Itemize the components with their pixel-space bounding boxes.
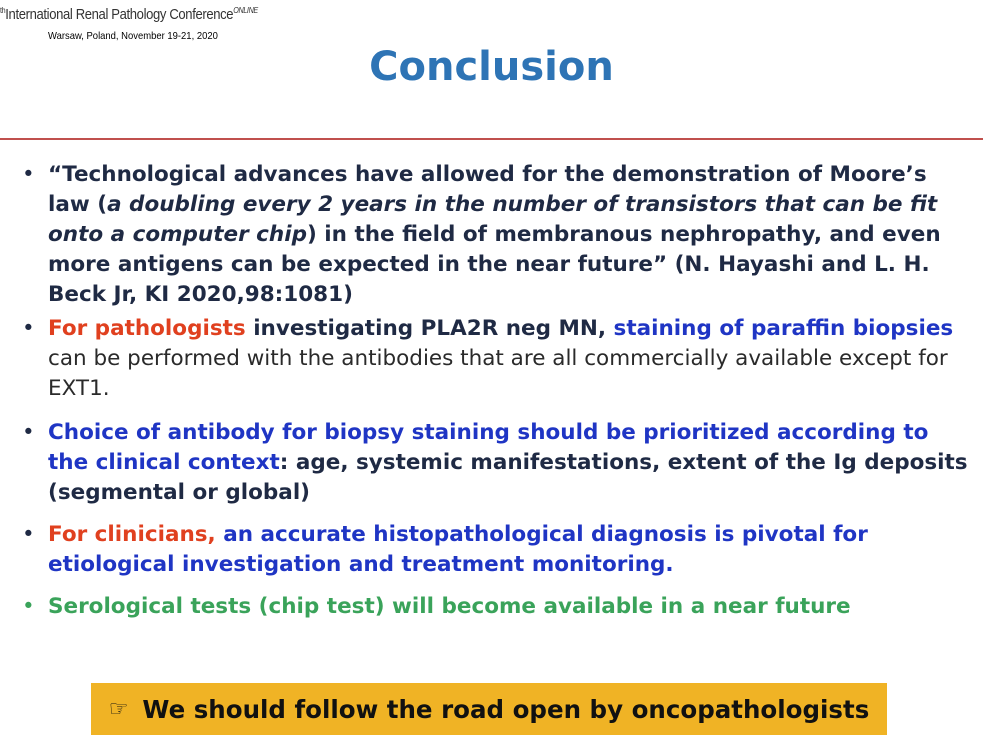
bullet-pathologists: [20, 314, 970, 404]
bullet-list: [20, 160, 970, 622]
pathologists-label: For pathologists: [48, 316, 246, 341]
clinicians-label: For clinicians,: [48, 522, 216, 547]
bullet-dot-icon: •: [22, 162, 35, 187]
conference-header: [0, 6, 287, 23]
bullet-clinicians: [20, 520, 970, 580]
clinicians-detail: an accurate histopathological diagnosis is pivotal for etiological investigation and treatment monitoring.: [48, 522, 868, 577]
staining-highlight: staining of paraffin biopsies: [613, 316, 954, 341]
conference-title: International Renal Pathology Conference: [5, 6, 234, 23]
bullet-dot-icon: •: [22, 316, 35, 341]
title-divider: [0, 138, 983, 140]
conclusion-callout-box: [91, 683, 887, 735]
antibody-choice-highlight: Choice of antibody for biopsy staining should be prioritized according to the clinical context: [48, 420, 929, 475]
slide-title: Conclusion: [369, 44, 614, 90]
bullet-dot-icon: •: [22, 420, 35, 445]
conference-ordinal-suffix: th: [0, 6, 6, 15]
conference-title-line: [0, 6, 258, 23]
conference-online-tag: ONLINE: [233, 6, 258, 15]
bullet-moores-law-quote: [20, 160, 970, 310]
bullet-serological-tests: [20, 592, 970, 622]
conference-location-date: Warsaw, Poland, November 19-21, 2020: [48, 30, 218, 42]
serological-tests-text: Serological tests (chip test) will become available in a near future: [48, 594, 851, 619]
quote-text-italic: a doubling every 2 years in the number of transistors that can be fit onto a computer chip: [48, 192, 938, 247]
callout-text: We should follow the road open by oncopathologists: [142, 694, 870, 724]
pathologists-context: investigating PLA2R neg MN,: [245, 316, 614, 341]
quote-text-start: “Technological advances have allowed for the demonstration of Moore’s law (: [48, 162, 927, 217]
pathologists-detail: can be performed with the antibodies that are all commercially available except for EXT1.: [48, 346, 948, 401]
bullet-dot-icon: •: [22, 522, 35, 547]
bullet-dot-icon: •: [22, 594, 35, 619]
quote-text-end: ) in the field of membranous nephropathy, and even more antigens can be expected in the near future” (N. Hayashi and L. H. Beck Jr, KI 2020,98:1081): [48, 222, 941, 307]
antibody-choice-detail: : age, systemic manifestations, extent of the Ig deposits (segmental or global): [48, 450, 968, 505]
pointing-hand-icon: ☞: [108, 696, 129, 722]
bullet-antibody-choice: [20, 418, 970, 508]
